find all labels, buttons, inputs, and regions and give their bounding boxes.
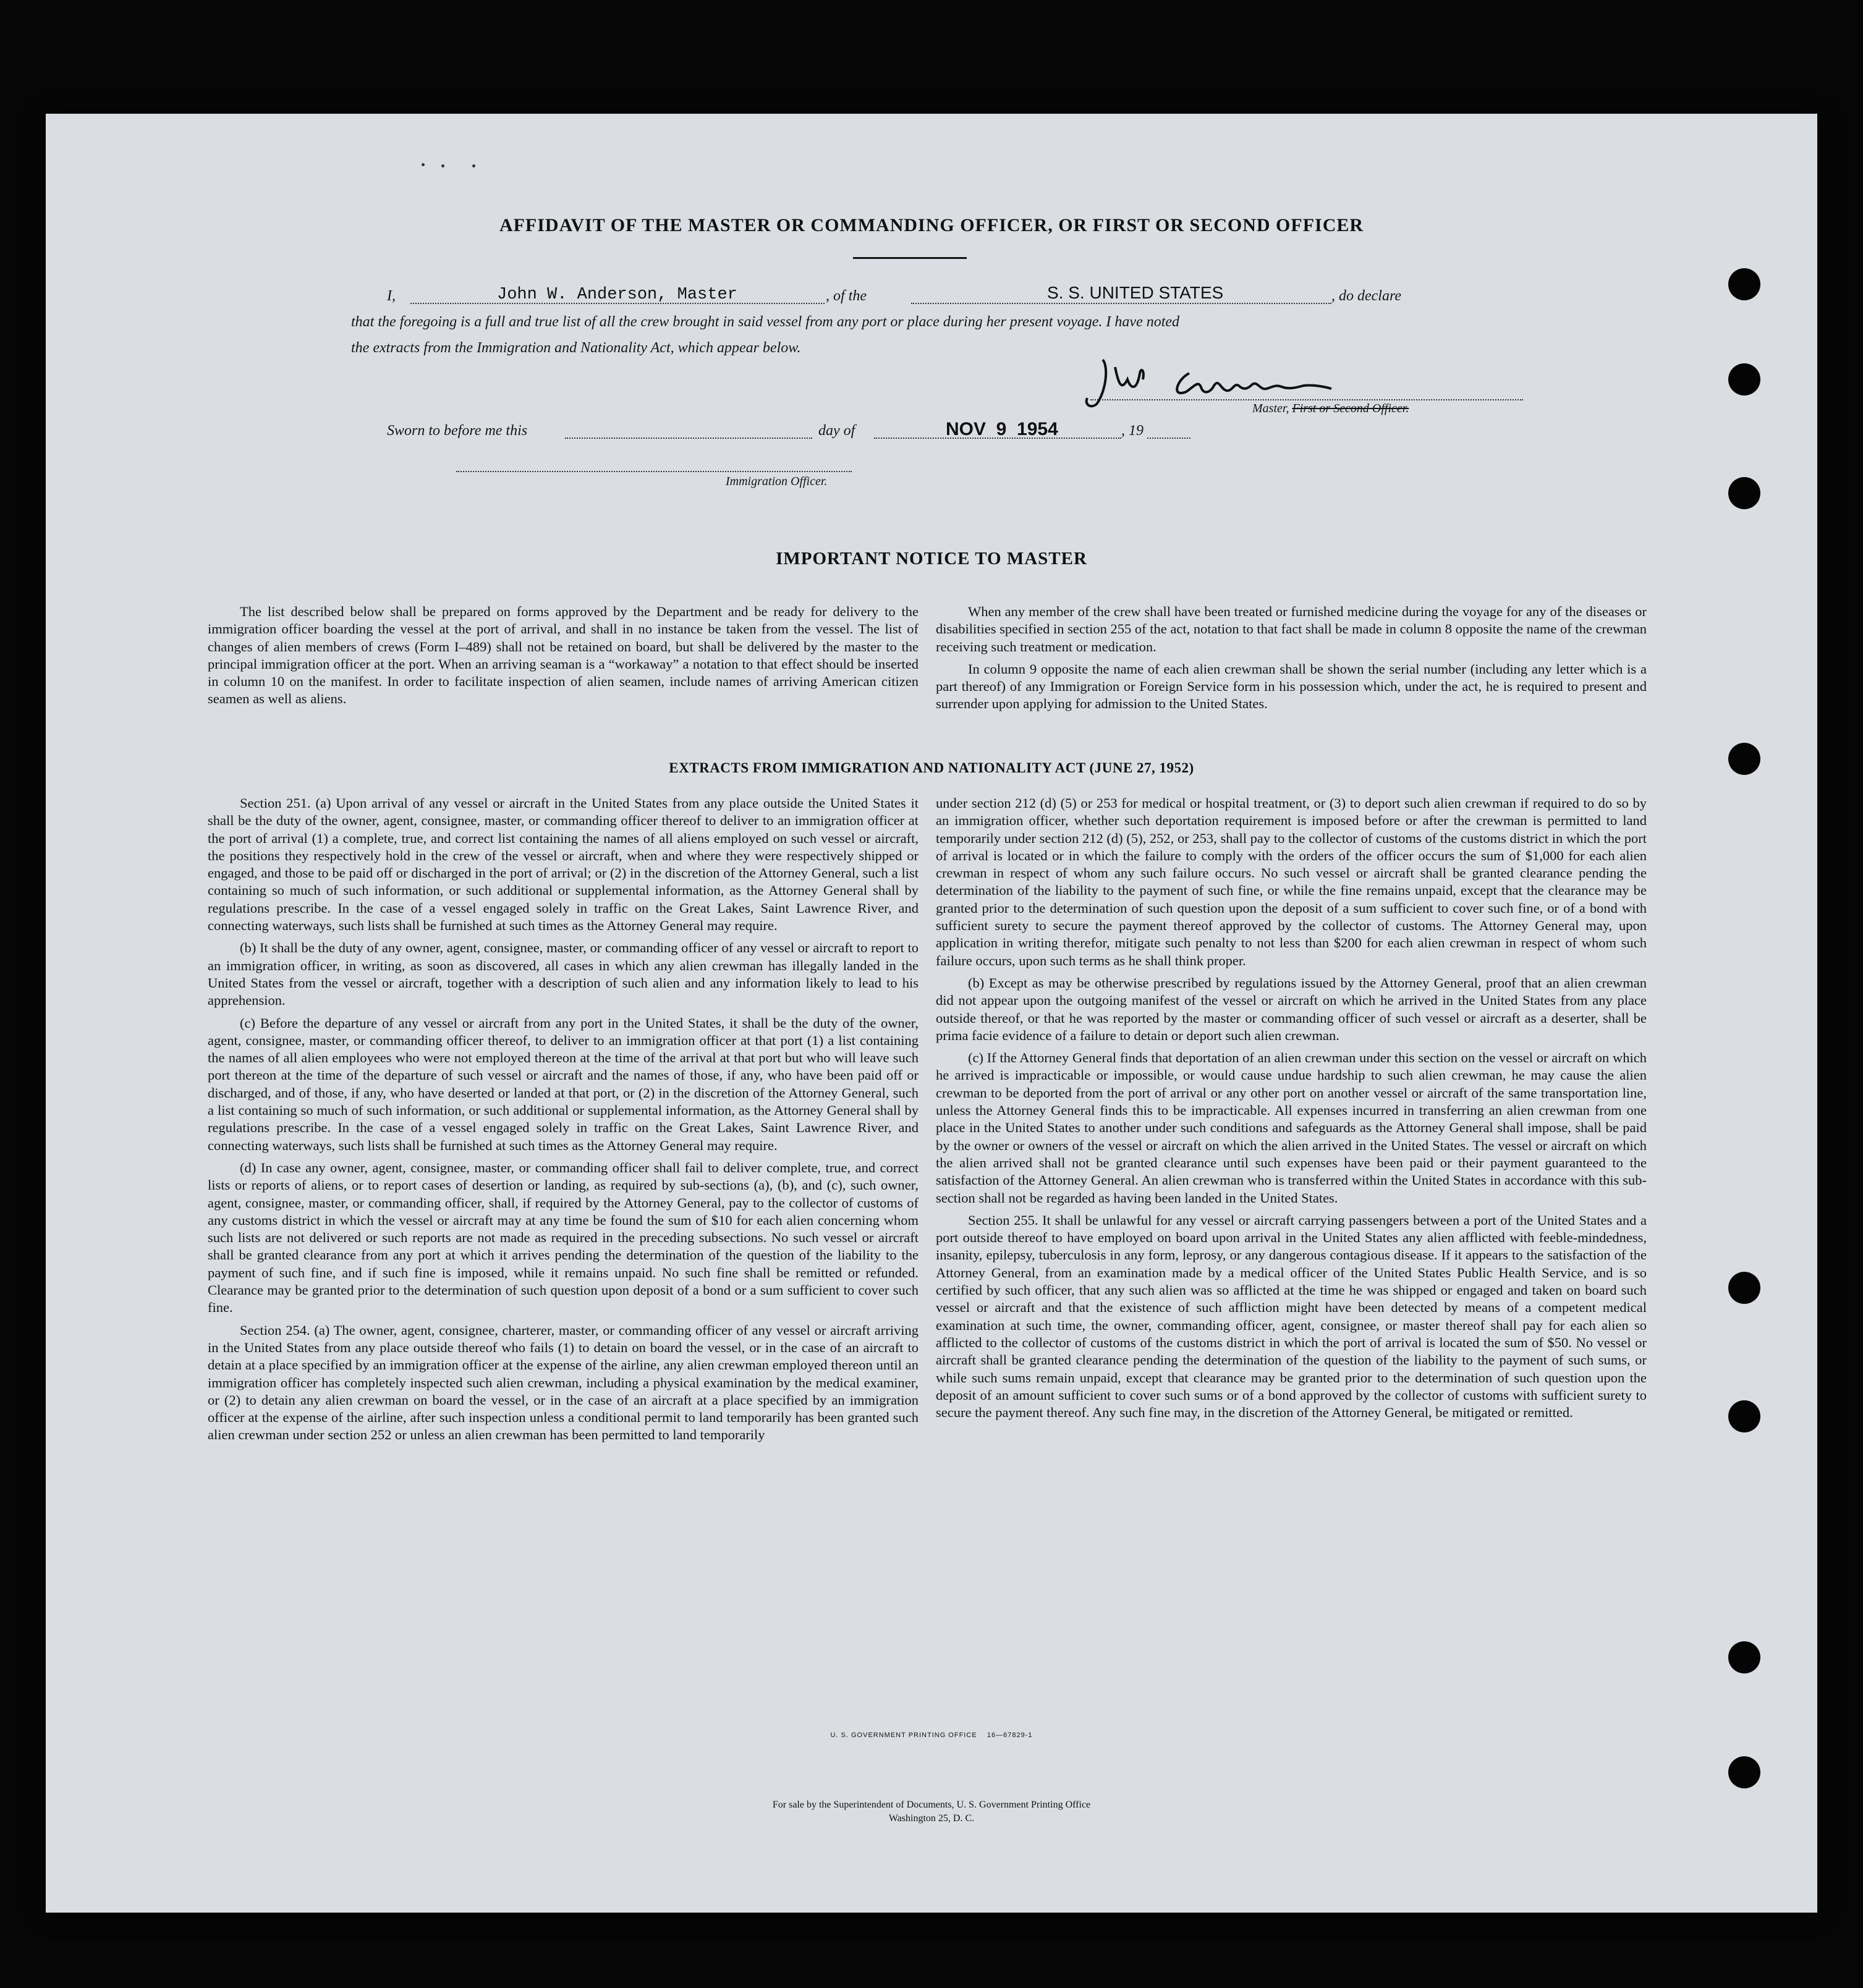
notice-right-paragraph-1: When any member of the crew shall have been treated or furnished medicine during the voyage for any of the diseases or disabilities specified in section 255 of the act, notation to that fact shall be made in column 8 opposite the name of the crewman receiving such treatment or medication.	[936, 604, 1647, 654]
paper-speck	[422, 163, 425, 166]
document-page	[46, 114, 1817, 1913]
first-second-officer: First or Second Officer.	[1292, 402, 1409, 415]
date-stamp: NOV 9 1954	[946, 419, 1058, 439]
day-of-label: day of	[818, 423, 855, 439]
extracts-title: EXTRACTS FROM IMMIGRATION AND NATIONALITY ACT (JUNE 27, 1952)	[669, 760, 1194, 776]
section-254-c: (c) If the Attorney General finds that deportation of an alien crewman under this section on the vessel or aircraft on which he arrived is impracticable or impossible, or would cause undue hardship to such alien crewman, he may cause the alien crewman to be deported from the port of arrival or any other port on another vessel or aircraft of the same transportation line, unless the Attorney General finds this to be impracticable. All expenses incurred in transferring an alien crewman from one place in the United States to another under such conditions and safeguards as the Attorney General shall impose, shall be paid by the owner or owners of the vessel or aircraft on which the alien arrived in the United States. The vessel or aircraft on which the alien arrived shall not be granted clearance until such expenses have been paid or their payment guaranteed to the satisfaction of the Attorney General. An alien crewman who is transferred within the United States in accordance with this sub-section shall not be regarded as having been landed in the United States.	[936, 1050, 1647, 1206]
punch-hole	[1728, 1272, 1760, 1304]
punch-hole	[1728, 268, 1760, 300]
paper-speck	[472, 164, 475, 167]
notice-left-column	[208, 603, 919, 713]
master-title: Master,	[1252, 402, 1289, 415]
section-254-b: (b) Except as may be otherwise prescribed by regulations issued by the Attorney General, proof that an alien crewman did not appear upon the outgoing manifest of the vessel or aircraft on which he arrived in the United States from any place outside thereof, or that he was reported by the master or commanding officer of such vessel or aircraft as a deserter, shall be prima facie evidence of a failure to detain or deport such alien crewman.	[936, 975, 1647, 1043]
notice-title: IMPORTANT NOTICE TO MASTER	[776, 549, 1087, 569]
extracts-right-column	[936, 795, 1647, 1426]
section-255: Section 255. It shall be unlawful for any vessel or aircraft carrying passengers between a port of the United States and a port outside thereof to have employed on board upon arrival in the United States any alien afflicted with feeble-mindedness, insanity, epilepsy, tuberculosis in any form, leprosy, or any dangerous contagious disease. If it appears to the satisfaction of the Attorney General, from an examination made by a medical officer of the United States Public Health Service, and is so certified by such officer, that any such alien was so afflicted at the time he was shipped or engaged and taken on board such vessel or aircraft and that the existence of such affliction might have been detected by means of a competent medical examination at such time, the owner, commanding officer, agent, consignee, or master thereof shall pay for each alien so afflicted to the collector of customs of the customs district in which the port of arrival is located the sum of $50. No vessel or aircraft shall be granted clearance pending the determination of the question of the liability to the payment of such sums, or while such sums remain unpaid, except that clearance may be granted prior to the determination of such question upon the deposit of an amount sufficient to cover such sums or of a bond approved by the collector of customs with sufficient surety to secure the payment thereof. Any such fine may, in the discretion of the Attorney General, be mitigated or remitted.	[936, 1212, 1647, 1421]
address-line: Washington 25, D. C.	[888, 1813, 975, 1824]
affidavit-title: AFFIDAVIT OF THE MASTER OR COMMANDING OFFICER, OR FIRST OR SECOND OFFICER	[499, 215, 1364, 235]
section-251-b: (b) It shall be the duty of any owner, agent, consignee, master, or commanding officer of any vessel or aircraft to report to an immigration officer, in writing, as soon as discovered, all cases in which any alien crewman has illegally landed in the United States from the vessel or aircraft, together with a description of such alien and any information likely to lead to his apprehension.	[208, 940, 919, 1009]
notice-right-column	[936, 603, 1647, 718]
year-line	[1147, 438, 1190, 439]
intro-i: I,	[387, 288, 396, 304]
section-251-d: (d) In case any owner, agent, consignee, master, or commanding officer shall fail to deliver complete, true, and correct lists or reports of aliens, or to report cases of desertion or landing, as required by sub-sections (a), (b), and (c), such owner, agent, consignee, master, or commanding officer, shall, if required by the Attorney General, pay to the collector of customs of any customs district in which the vessel or aircraft may at any time be found the sum of $10 for each alien concerning whom such lists are not delivered or such reports are not made as required in the preceding subsections. No such vessel or aircraft shall be granted clearance from any port at which it arrives pending the determination of the question of the liability to the payment of such fine, and if such fine is imposed, while it remains unpaid. No such fine shall be remitted or refunded. Clearance may be granted prior to the determination of such question upon deposit of a bond or a sum sufficient to cover such fine.	[208, 1159, 919, 1316]
extracts-left-column	[208, 795, 919, 1449]
for-sale-line: For sale by the Superintendent of Documents, U. S. Government Printing Office	[772, 1800, 1091, 1810]
sworn-day-line	[565, 438, 812, 439]
punch-hole	[1728, 477, 1760, 509]
punch-hole	[1728, 363, 1760, 395]
section-251-a: Section 251. (a) Upon arrival of any vessel or aircraft in the United States from any place outside the United States it shall be the duty of the owner, agent, consignee, master, or commanding officer thereof to deliver to an immigration officer at the port of arrival (1) a complete, true, and correct list containing the names of all aliens employed on such vessel or aircraft, the positions they respectively hold in the crew of the vessel or aircraft, when and where they were respectively shipped or engaged, and those to be paid off or discharged in the port of arrival; or (2) in the discretion of the Attorney General, such a list containing so much of such information, or such additional or supplemental information, as the Attorney General shall by regulations prescribe. In the case of a vessel engaged solely in traffic on the Great Lakes, Saint Lawrence River, and connecting waterways, such lists shall be furnished at such times as the Attorney General may require.	[208, 795, 919, 934]
affidavit-statement-line1: that the foregoing is a full and true list of all the crew brought in said vessel from any port or place during her present voyage. I have noted	[351, 314, 1180, 330]
punch-hole	[1728, 1641, 1760, 1673]
affidavit-statement-line2: the extracts from the Immigration and Nationality Act, which appear below.	[351, 340, 801, 356]
section-254-a-continued: under section 212 (d) (5) or 253 for medical or hospital treatment, or (3) to deport such alien crewman if required to do so by an immigration officer, whether such deportation requirement is imposed before or after the crewman is permitted to land temporarily under section 212 (d) (5), 252, or 253, shall pay to the collector of customs of the customs district in which the port of arrival is located or in which the failure to comply with the orders of the officer occurs the sum of $1,000 for each alien crewman in respect of whom any such failure occurs. No such vessel or aircraft shall be granted clearance pending the determination of the liability to the payment of such fine, or while the fine remains unpaid, except that the clearance may be granted prior to the determination of such question upon the deposit of a sum sufficient to cover such fine, or of a bond with sufficient surety to secure the payment thereof approved by the collector of customs. The Attorney General may, upon application in writing therefor, mitigate such penalty to not less than $200 for each alien crewman in respect of whom such failure occurs, upon such terms as he shall think proper.	[936, 795, 1647, 968]
section-254-a: Section 254. (a) The owner, agent, consignee, charterer, master, or commanding officer of any vessel or aircraft arriving in the United States from any place outside thereof who fails (1) to detain on board the vessel, or in the case of an aircraft to detain at a place specified by an immigration officer at the expense of the airline, any alien crewman employed thereon until an immigration officer has completely inspected such alien crewman, including a physical examination by the medical examiner, or (2) to detain any alien crewman on board the vessel, or in the case of an aircraft at a place specified by an immigration officer at the expense of the airline, after such inspection unless a conditional permit to land temporarily has been granted such alien crewman under section 252 or unless an alien crewman has been permitted to land temporarily	[208, 1322, 919, 1443]
paper-speck	[441, 164, 444, 167]
printing-office-line: U. S. GOVERNMENT PRINTING OFFICE 16—67829-1	[830, 1732, 1033, 1739]
master-name-typed: John W. Anderson, Master	[497, 286, 737, 304]
vessel-name-line	[911, 303, 1331, 304]
do-declare-label: , do declare	[1331, 288, 1402, 304]
master-title-block	[1252, 402, 1409, 416]
signature-line	[1090, 399, 1523, 400]
sworn-label: Sworn to before me this	[387, 423, 528, 439]
vessel-name-stamp: S. S. UNITED STATES	[1047, 283, 1224, 302]
section-251-c: (c) Before the departure of any vessel or aircraft from any port in the United States, it shall be the duty of the owner, agent, consignee, master, or commanding officer thereof, to deliver to an immigration officer at that port (1) a list containing the names of all alien employees who were not employed thereon at the time of the arrival at that port but who will leave such port thereon at the time of the departure of such vessel or aircraft and the names of those, if any, who have been paid off or discharged, and of those, if any, who have deserted or landed at that port, or (2) in the discretion of the Attorney General, such a list containing so much of such information, or such additional or supplemental information, as the Attorney General shall by regulations prescribe. In the case of a vessel engaged solely in traffic on the Great Lakes, Saint Lawrence River, and connecting waterways, such lists shall be furnished at such times as the Attorney General may require.	[208, 1015, 919, 1153]
notice-left-paragraph: The list described below shall be prepared on forms approved by the Department and be ready for delivery to the immigration officer boarding the vessel at the port of arrival, and shall in no instance be taken from the vessel. The list of changes of alien members of crews (Form I–489) shall not be retained on board, but shall be delivered by the master to the principal immigration officer at the port. When an arriving seaman is a “workaway” a notation to that effect should be inserted in column 10 on the manifest. In order to facilitate inspection of alien seamen, include names of arriving American citizen seamen as well as aliens.	[208, 604, 919, 707]
of-the-label: , of the	[826, 288, 867, 304]
year-prefix: , 19	[1121, 423, 1144, 439]
immigration-officer-line	[456, 471, 852, 472]
punch-hole	[1728, 1756, 1760, 1788]
title-rule	[853, 257, 967, 259]
notice-right-paragraph-2: In column 9 opposite the name of each alien crewman shall be shown the serial number (including any letter which is a part thereof) of any Immigration or Foreign Service form in his possession which, under the act, he is required to present and surrender upon applying for admission to the United States.	[936, 661, 1647, 712]
immigration-officer-label: Immigration Officer.	[726, 475, 828, 488]
punch-hole	[1728, 1400, 1760, 1432]
